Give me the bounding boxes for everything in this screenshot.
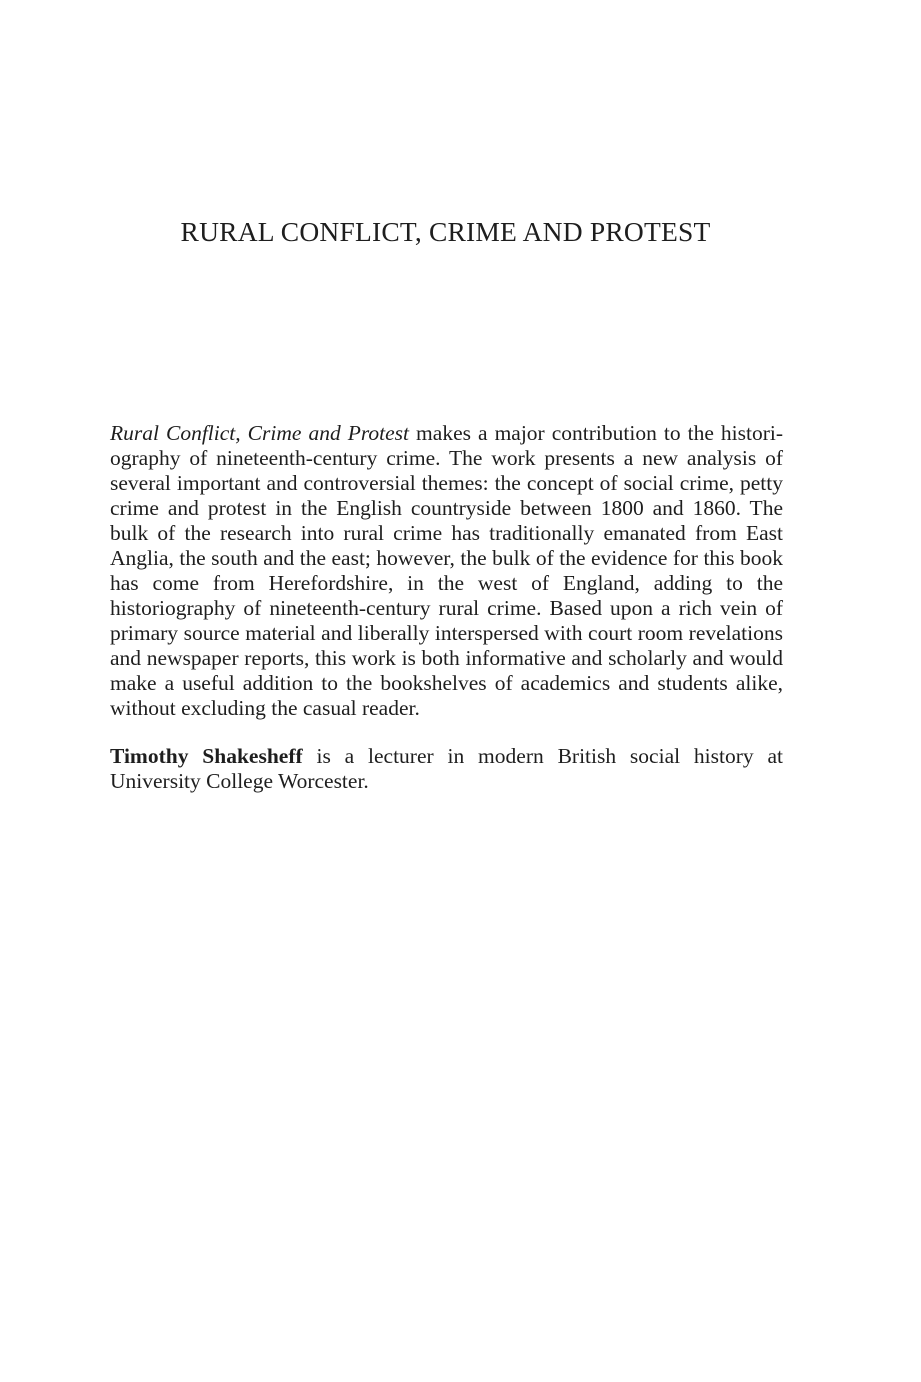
book-description [110, 421, 783, 721]
book-description-text: makes a major contribution to the historiography of nineteenth-century crime. The work presents a new analysis of several important and controversial themes: the concept of social crime, petty crime and protest in the English countryside between 1800 and 1860. The bulk of the research into rural crime has traditionally emanated from East Anglia, the south and the east; however, the bulk of the evidence for this book has come from Herefordshire, in the west of England, adding to the historiography of nineteenth-century rural crime. Based upon a rich vein of primary source material and liberally interspersed with court room revelations and newspaper reports, this work is both informative and scholarly and would make a useful addition to the bookshelves of academics and students alike, without excluding the casual reader. [110, 421, 784, 720]
author-name: Timothy Shakesheff [110, 744, 303, 768]
author-bio [110, 744, 783, 794]
page-title: RURAL CONFLICT, CRIME AND PROTEST [180, 216, 711, 247]
author-bio-text: is a lecturer in modern British social history at University College Worcester. [110, 744, 783, 793]
book-title-italic: Rural Conflict, Crime and Protest [110, 421, 410, 445]
